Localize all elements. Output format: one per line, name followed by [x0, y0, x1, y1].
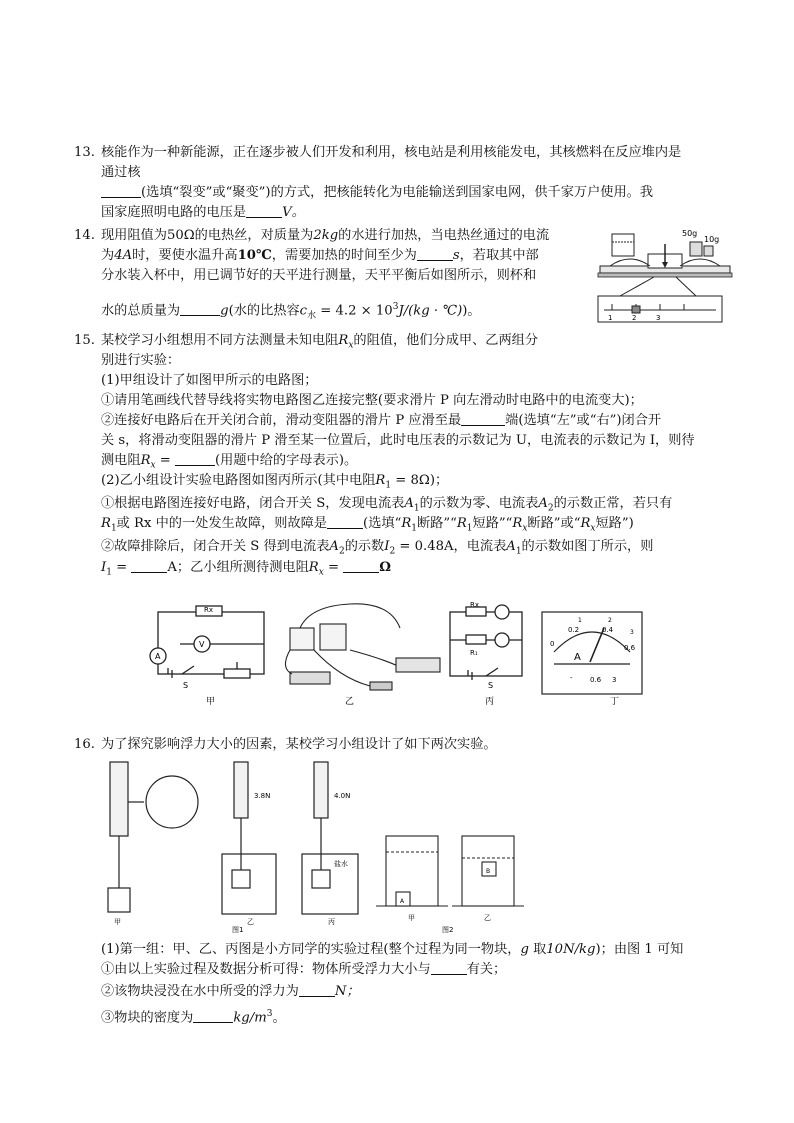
q14-number: 14.: [74, 228, 95, 243]
weight-10g-label: 10g: [704, 235, 720, 244]
block-a: A: [400, 898, 405, 905]
q16-number: 16.: [74, 737, 95, 752]
q16-line-4: ③物块的密度为 $kg/m^3$。: [101, 1009, 286, 1026]
jia-a: A: [155, 652, 161, 661]
q15-line-8: (2)乙小组设计实验电路图如图丙所示(其中电阻$R_1 = 8\Omega$)；: [101, 473, 449, 491]
yi-label: 乙: [345, 697, 355, 707]
q13-line-4: 国家庭照明电路的电压是 V。: [101, 205, 305, 220]
q13-number: 13.: [74, 145, 95, 160]
fig2-beakers: [376, 836, 524, 906]
q13-line-1: 核能作为一种新能源，正在逐步被人们开发和利用，核电站是利用核能发电，其核燃料在反应堆内是: [101, 145, 682, 160]
q15-blank-3[interactable]: [327, 514, 363, 529]
ammeter-unit: A: [574, 652, 581, 663]
q15-line-1: 某校学习小组想用不同方法测量未知电阻$R_x$的阻值，他们分成甲、乙两组分: [101, 333, 539, 351]
q15-line-4: ①请用笔画线代替导线将实物电路图乙连接完整(要求滑片 P 向左滑动时电路中的电流变大)；: [101, 393, 643, 408]
force-1: 3.8N: [254, 792, 271, 800]
ammeter-0: 0: [550, 640, 555, 648]
terminal-minus: -: [570, 674, 573, 682]
scale-jia: [108, 762, 198, 912]
yi-label-16: 乙: [247, 918, 254, 926]
force-2: 4.0N: [334, 792, 351, 800]
q16-blank-3[interactable]: [193, 1008, 233, 1023]
tick-1: 1: [608, 314, 613, 322]
q16-line-3: ②该物块浸没在水中所受的浮力为 N；: [101, 984, 360, 999]
q14-line-1: 现用阻值为50Ω的电热丝，对质量为2kg的水进行加热，当电热丝通过的电流: [101, 228, 550, 243]
ammeter-1: 1: [578, 617, 582, 624]
tu1-label: 图1: [232, 926, 244, 934]
q16-buoyancy-figures: [100, 758, 530, 933]
q16-blank-1[interactable]: [431, 960, 467, 975]
jia-s: S: [183, 681, 189, 690]
terminal-3: 3: [612, 676, 617, 684]
q16-line-0: 为了探究影响浮力大小的因素，某校学习小组设计了如下两次实验。: [101, 737, 497, 752]
circuit-yi: [285, 604, 440, 690]
q15-line-2: 别进行实验：: [101, 353, 181, 368]
fig2-jia: 甲: [408, 914, 415, 922]
bing-s: S: [488, 681, 494, 690]
ammeter-3: 3: [630, 629, 634, 636]
ammeter-0.2: 0.2: [568, 626, 580, 634]
jia-label: 甲: [206, 697, 216, 707]
circuit-bing: [450, 605, 522, 680]
q14-blank-2[interactable]: [180, 301, 220, 316]
q13-line-2: 通过核: [101, 165, 141, 180]
bing-label-16: 丙: [328, 918, 335, 926]
q15-line-10: $R_1$或 Rx 中的一处发生故障，则故障是 (选填“$R_1$断路$”“R_1$短路$”“R_x$断路”或“$R_x$短路”): [101, 516, 634, 534]
q15-line-11: ②故障排除后，闭合开关 S 得到电流表$A_2$的示数$I_2 = 0.48A$，电流表$A_1$的示数如图丁所示，则: [101, 539, 654, 557]
q16-line-1: (1)第一组：甲、乙、丙图是小方同学的实验过程(整个过程为同一物块，g 取10N/kg)；由图 1 可知: [101, 942, 684, 957]
jia-rx: Rx: [204, 606, 214, 614]
q15-line-9: ①根据电路图连接好电路，闭合开关 S，发现电流表$A_1$的示数为零、电流表$A_2$的示数正常，若只有: [101, 496, 673, 514]
bing-r1: R₁: [470, 649, 478, 657]
q13-blank-2[interactable]: [246, 203, 282, 218]
balance-figure: [590, 224, 740, 328]
block-b: B: [486, 868, 491, 875]
q14-line-2: 为4A时，要使水温升高10℃，需要加热的时间至少为 s，若取其中部: [101, 248, 539, 263]
fig2-yi: 乙: [484, 914, 491, 922]
ammeter-2: 2: [608, 617, 612, 624]
q15-blank-1[interactable]: [461, 411, 505, 426]
weight-50g-label: 50g: [682, 229, 698, 238]
tick-2: 2: [632, 314, 637, 322]
q14-blank-1[interactable]: [417, 246, 453, 261]
bing-label: 丙: [485, 697, 495, 707]
q15-line-12: $I_1 = A$；乙小组所测待测电阻$R_x = \Omega$: [101, 560, 391, 578]
q16-line-2: ①由以上实验过程及数据分析可得：物体所受浮力大小与 有关；: [101, 962, 507, 977]
ammeter-0.4: 0.4: [602, 626, 614, 634]
q13-line-3: (选填“裂变”或“聚变”)的方式，把核能转化为电能输送到国家电网，供千家万户使用。我: [101, 183, 653, 203]
q15-blank-4[interactable]: [131, 558, 167, 573]
scale-bing: [302, 762, 358, 914]
salt-water: 盐水: [334, 860, 348, 868]
bing-rx: Rx: [470, 601, 480, 609]
tu2-label: 图2: [442, 926, 454, 934]
q14-line-4: 水的总质量为 g(水的比热容$c_水 = 4.2 \times 10^3J/(kg$ · ℃))。: [101, 302, 481, 322]
ammeter-0.6: 0.6: [624, 644, 636, 652]
q16-blank-2[interactable]: [299, 982, 335, 997]
q15-circuit-figures: [150, 598, 660, 710]
q15-number: 15.: [74, 333, 95, 348]
q15-line-7: 测电阻$R_x$ = (用题中给的字母表示)。: [101, 453, 358, 471]
terminal-0.6: 0.6: [590, 676, 602, 684]
tick-3: 3: [656, 314, 661, 322]
q15-blank-2[interactable]: [175, 451, 215, 466]
q15-line-6: 关 s，将滑动变阻器的滑片 P 滑至某一位置后，此时电压表的示数记为 U，电流表的示数记为 I，则待: [101, 433, 695, 448]
q15-blank-5[interactable]: [343, 558, 379, 573]
q13-blank-1[interactable]: [101, 183, 141, 198]
q15-line-3: (1)甲组设计了如图甲所示的电路图；: [101, 373, 318, 388]
circuit-jia: [150, 606, 264, 678]
jia-label-16: 甲: [114, 918, 121, 926]
q15-line-5: ②连接好电路后在开关闭合前，滑动变阻器的滑片 P 应滑至最 端(选填“左”或“右”)闭合开: [101, 413, 662, 428]
jia-v: V: [199, 640, 205, 649]
q14-line-3: 分水装入杯中，用已调节好的天平进行测量，天平平衡后如图所示，则杯和: [101, 268, 537, 283]
scale-yi: [222, 762, 276, 914]
ding-label: 丁: [610, 697, 620, 707]
